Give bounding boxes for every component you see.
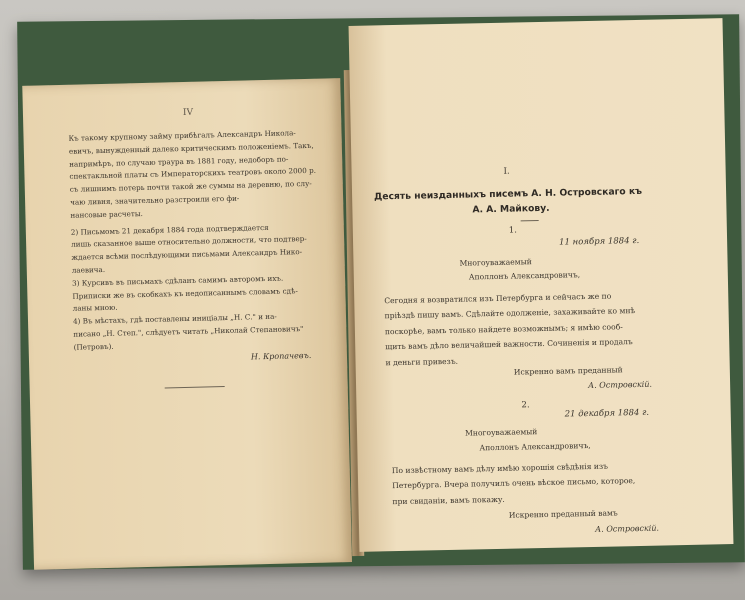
text-line: пріѣздѣ пишу вамъ. Сдѣлайте одолженіе, захаживайте ко мнѣ bbox=[384, 306, 636, 321]
letter-salutation-name: Аполлонъ Александровичъ, bbox=[468, 270, 581, 282]
left-text-block bbox=[68, 127, 320, 355]
letter-date: 11 ноября 1884 г. bbox=[559, 235, 640, 248]
chapter-title-line2: А. А. Майкову. bbox=[472, 202, 550, 216]
letter-body bbox=[392, 458, 636, 509]
letter-salutation: Многоуважаемый bbox=[459, 257, 532, 268]
text-line: 4) Въ мѣстахъ, гдѣ поставлены иниціалы „Н. С." и на- bbox=[72, 311, 277, 326]
text-line: спектакльной платы съ Императорскихъ театровъ около 2000 р. bbox=[69, 166, 317, 182]
letter-closing: Искренно вамъ преданный bbox=[513, 365, 623, 377]
text-line: напримѣръ, по случаю траура въ 1881 году, недоборъ по- bbox=[69, 154, 289, 169]
text-line: чаю ливня, значительно разстроили его фи- bbox=[70, 193, 240, 207]
page-number: IV bbox=[182, 107, 194, 118]
text-line: (Петровъ). bbox=[73, 341, 114, 352]
text-line: Сегодня я возвратился изъ Петербурга и сейчасъ же по bbox=[384, 291, 612, 306]
letter-date: 21 декабря 1884 г. bbox=[564, 407, 650, 420]
divider-rule bbox=[165, 386, 225, 388]
text-line: евичъ, вынужденный далеко критическимъ положеніемъ. Такъ, bbox=[68, 140, 314, 156]
section-number: I. bbox=[503, 166, 510, 177]
text-line: поскорѣе, вамъ только найдете возможнымъ; я имѣю сооб- bbox=[384, 322, 623, 337]
letter-signature: А. Островскій. bbox=[588, 379, 653, 391]
right-page bbox=[349, 18, 734, 552]
text-line: нансовые расчеты. bbox=[70, 208, 143, 220]
text-line: Приписки же въ скобкахъ къ недописаннымъ словамъ сдѣ- bbox=[72, 285, 298, 301]
letter-salutation: Многоуважаемый bbox=[464, 427, 538, 438]
text-line: 2) Письмомъ 21 декабря 1884 года подтверждается bbox=[70, 222, 269, 237]
text-line: Петербурга. Вчера получилъ очень вѣское письмо, которое, bbox=[392, 476, 636, 491]
chapter-title-line1: Десять неизданныхъ писемъ А. Н. Островскаго къ bbox=[374, 185, 643, 203]
text-line: Къ такому крупному займу прибѣгалъ Александръ Никола- bbox=[68, 128, 296, 143]
text-line: писано „Н. Степ.", слѣдуетъ читать „Николай Степановичъ" bbox=[73, 324, 304, 339]
text-line: По извѣстному вамъ дѣлу имѣю хорошія свѣдѣнія изъ bbox=[391, 461, 609, 476]
text-line: лишь сказанное выше относительно должности, что подтвер- bbox=[71, 234, 307, 250]
text-line: и деньги привезъ. bbox=[385, 356, 459, 367]
text-line: 3) Курсивъ въ письмахъ сдѣланъ самимъ авторомъ ихъ. bbox=[71, 273, 284, 288]
text-line: при свиданіи, вамъ покажу. bbox=[392, 494, 505, 506]
text-line: лаевича. bbox=[71, 264, 106, 275]
letter-body bbox=[384, 288, 636, 370]
letter-closing: Искренно преданный вамъ bbox=[508, 508, 618, 520]
text-line: съ лишнимъ потерь почти такой же суммы на деревню, по слу- bbox=[69, 179, 312, 194]
text-line: ланы мною. bbox=[72, 303, 118, 314]
title-rule bbox=[521, 220, 539, 221]
letter-number: 1. bbox=[508, 225, 518, 236]
left-page bbox=[22, 78, 352, 570]
left-signature: Н. Кропачевъ. bbox=[250, 350, 312, 362]
text-line: ждается всѣми послѣдующими письмами Александръ Нико- bbox=[71, 247, 303, 262]
text-line: щить вамъ дѣло величайшей важности. Сочиненія и продалъ bbox=[385, 337, 633, 352]
letter-salutation-name: Аполлонъ Александровичъ, bbox=[479, 440, 591, 453]
letter-signature: А. Островскій. bbox=[595, 523, 660, 534]
letter-number: 2. bbox=[521, 400, 530, 411]
